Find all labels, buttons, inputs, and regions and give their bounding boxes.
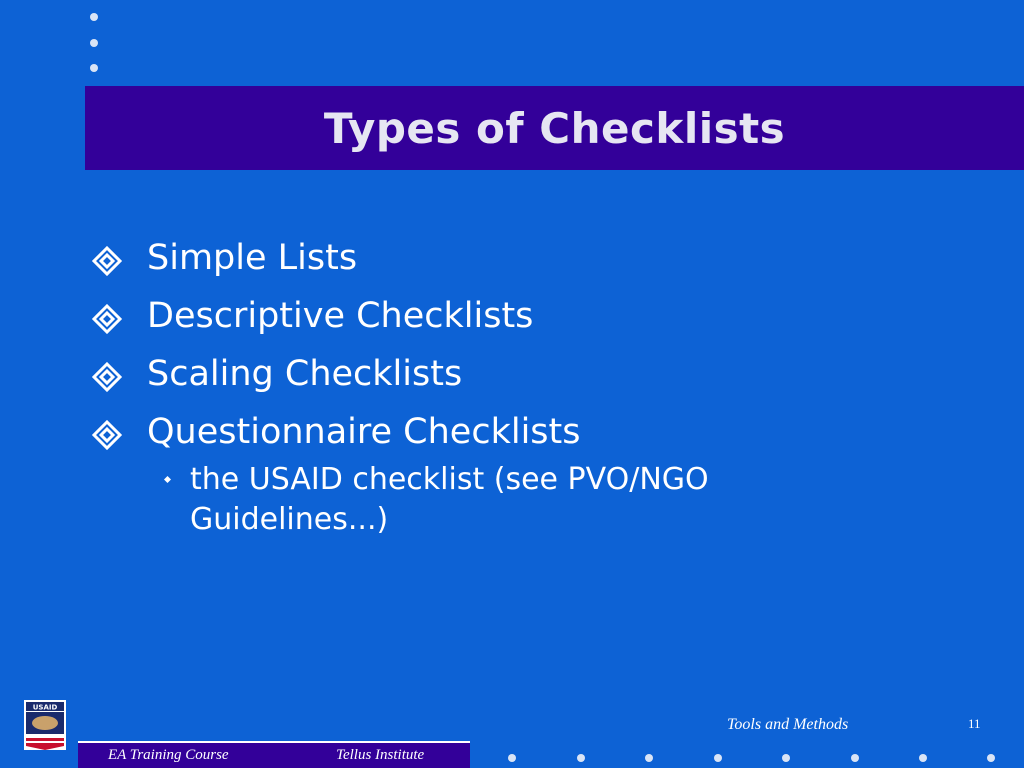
small-diamond-bullet-icon: [164, 476, 171, 483]
usaid-logo: [24, 700, 66, 750]
diamond-bullet-icon: [92, 304, 122, 334]
bullet-text: Scaling Checklists: [147, 354, 463, 394]
decor-dot: [714, 754, 722, 762]
decor-dot: [919, 754, 927, 762]
bullet-text: Descriptive Checklists: [147, 296, 534, 336]
svg-text:USAID: USAID: [32, 703, 58, 712]
decor-dot: [577, 754, 585, 762]
diamond-bullet-icon: [92, 420, 122, 450]
decor-dot: [987, 754, 995, 762]
footer-bar: [78, 741, 470, 768]
decor-dot: [90, 64, 98, 72]
bullet-text: Questionnaire Checklists: [147, 412, 581, 452]
decor-dot: [782, 754, 790, 762]
decor-dot: [645, 754, 653, 762]
decor-dot: [851, 754, 859, 762]
footer-institute-text: Tellus Institute: [336, 747, 425, 763]
footer-section-text: Tools and Methods: [727, 716, 849, 733]
decor-dot: [90, 39, 98, 47]
bullet-text: Simple Lists: [147, 238, 358, 278]
decor-dot: [90, 13, 98, 21]
decor-dot: [508, 754, 516, 762]
diamond-bullet-icon: [92, 246, 122, 276]
title-band: [85, 86, 1024, 170]
diamond-bullet-icon: [92, 362, 122, 392]
slide-title: Types of Checklists: [323, 104, 786, 153]
footer-course-text: EA Training Course: [108, 747, 229, 763]
sub-bullet-text: the USAID checklist (see PVO/NGO Guidelines...): [190, 462, 709, 537]
slide-number: 11: [968, 716, 981, 731]
